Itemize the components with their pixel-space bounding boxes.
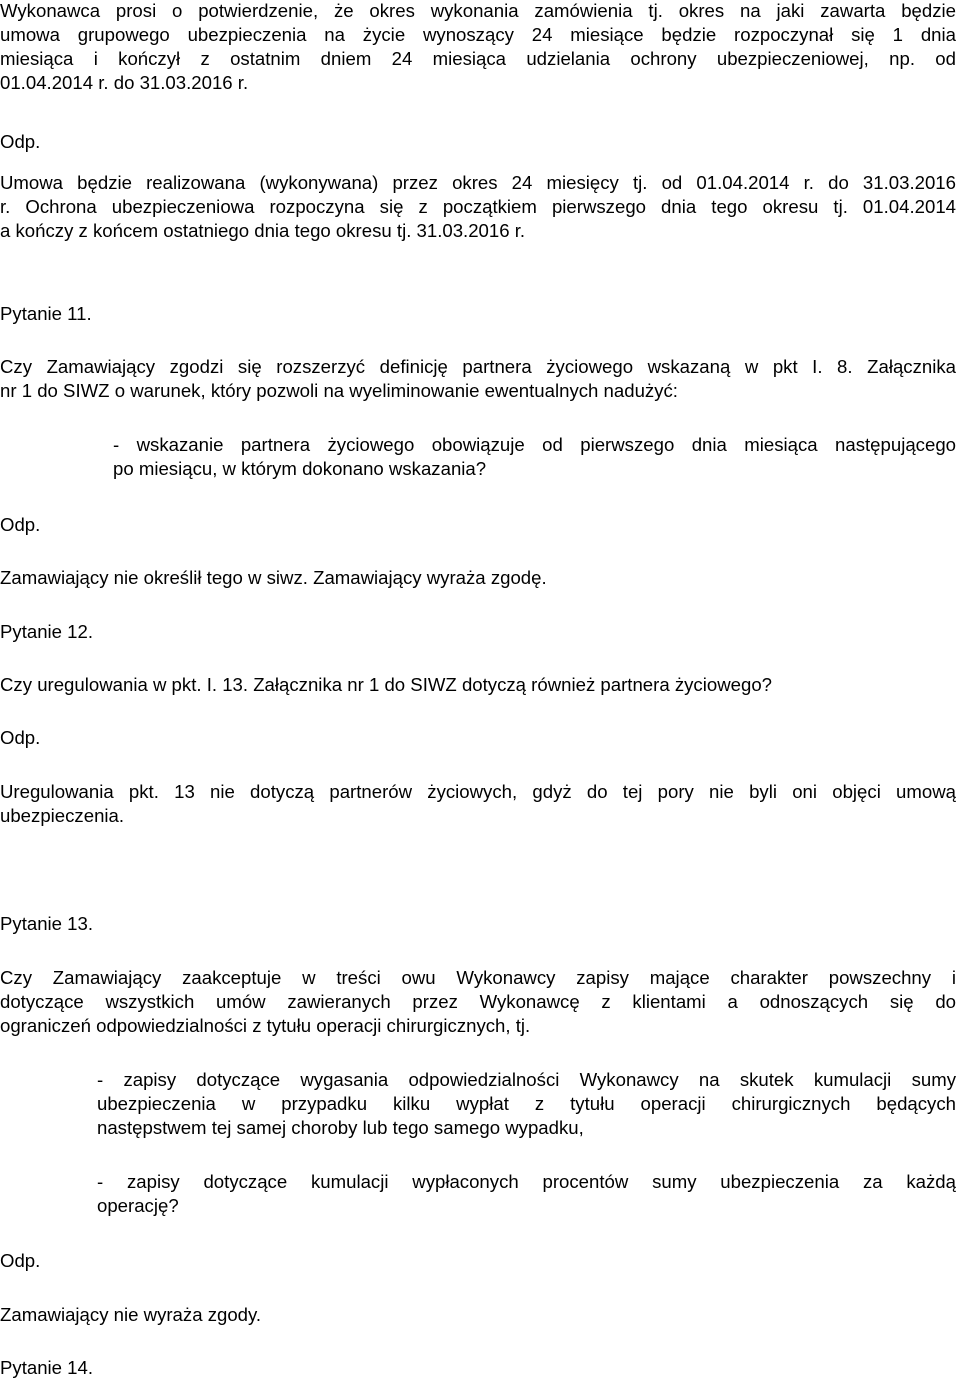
text-line: po miesiącu, w którym dokonano wskazania?: [113, 458, 487, 479]
question-title-12: Pytanie 12.: [0, 621, 94, 642]
question-13-bullet-1: [97, 1068, 956, 1140]
text-line: operację?: [97, 1195, 179, 1216]
text-line: r. Ochrona ubezpieczeniowa rozpoczyna się z początkiem pierwszego dnia tego okresu tj. 01.04.2014: [0, 196, 956, 217]
question-13-bullet-2: [97, 1170, 956, 1218]
question-13-text: [0, 966, 956, 1038]
question-title-14: Pytanie 14.: [0, 1357, 94, 1378]
answer-label: Odp.: [0, 1250, 41, 1271]
text-line: umowa grupowego ubezpieczenia na życie wynoszący 24 miesiące będzie rozpoczynał się 1 dnia: [0, 24, 956, 45]
text-line: następstwem tej samej choroby lub tego samego wypadku,: [97, 1117, 584, 1138]
text-line: ubezpieczenia.: [0, 805, 125, 826]
text-line: Czy Zamawiający zaakceptuje w treści owu Wykonawcy zapisy mające charakter powszechny i: [0, 967, 956, 988]
answer-13: Zamawiający nie wyraża zgody.: [0, 1304, 262, 1325]
text-line: 01.04.2014 r. do 31.03.2016 r.: [0, 72, 249, 93]
text-line: a kończy z końcem ostatniego dnia tego okresu tj. 31.03.2016 r.: [0, 220, 526, 241]
question-title-11: Pytanie 11.: [0, 303, 92, 324]
question-11-bullet: [113, 433, 956, 481]
answer-label: Odp.: [0, 727, 41, 748]
answer-12: [0, 780, 956, 828]
text-line: - wskazanie partnera życiowego obowiązuje od pierwszego dnia miesiąca następującego: [113, 434, 956, 455]
intro-answer: [0, 171, 956, 243]
text-line: Uregulowania pkt. 13 nie dotyczą partnerów życiowych, gdyż do tej pory nie byli oni objęci umową: [0, 781, 956, 802]
question-12-text: Czy uregulowania w pkt. I. 13. Załącznika nr 1 do SIWZ dotyczą również partnera życiowego?: [0, 674, 772, 695]
text-line: Czy Zamawiający zgodzi się rozszerzyć definicję partnera życiowego wskazaną w pkt I. 8. Załącznika: [0, 356, 956, 377]
question-11-text: [0, 355, 956, 403]
text-line: ograniczeń odpowiedzialności z tytułu operacji chirurgicznych, tj.: [0, 1015, 531, 1036]
text-line: nr 1 do SIWZ o warunek, który pozwoli na wyeliminowanie ewentualnych nadużyć:: [0, 380, 678, 401]
answer-11: Zamawiający nie określił tego w siwz. Zamawiający wyraża zgodę.: [0, 567, 547, 588]
text-line: - zapisy dotyczące kumulacji wypłaconych procentów sumy ubezpieczenia za każdą: [97, 1171, 956, 1192]
text-line: - zapisy dotyczące wygasania odpowiedzialności Wykonawcy na skutek kumulacji sumy: [97, 1069, 956, 1090]
text-line: ubezpieczenia w przypadku kilku wypłat z tytułu operacji chirurgicznych będących: [97, 1093, 956, 1114]
intro-question: [0, 0, 956, 95]
text-line: Umowa będzie realizowana (wykonywana) przez okres 24 miesięcy tj. od 01.04.2014 r. do 31.03.2016: [0, 172, 956, 193]
text-line: miesiąca i kończył z ostatnim dniem 24 miesiąca udzielania ochrony ubezpieczeniowej, np. od: [0, 48, 956, 69]
answer-label: Odp.: [0, 514, 41, 535]
text-line: dotyczące wszystkich umów zawieranych przez Wykonawcę z klientami a odnoszących się do: [0, 991, 956, 1012]
text-line: Wykonawca prosi o potwierdzenie, że okres wykonania zamówienia tj. okres na jaki zawarta będzie: [0, 0, 956, 21]
question-title-13: Pytanie 13.: [0, 913, 94, 934]
answer-label: Odp.: [0, 131, 41, 152]
